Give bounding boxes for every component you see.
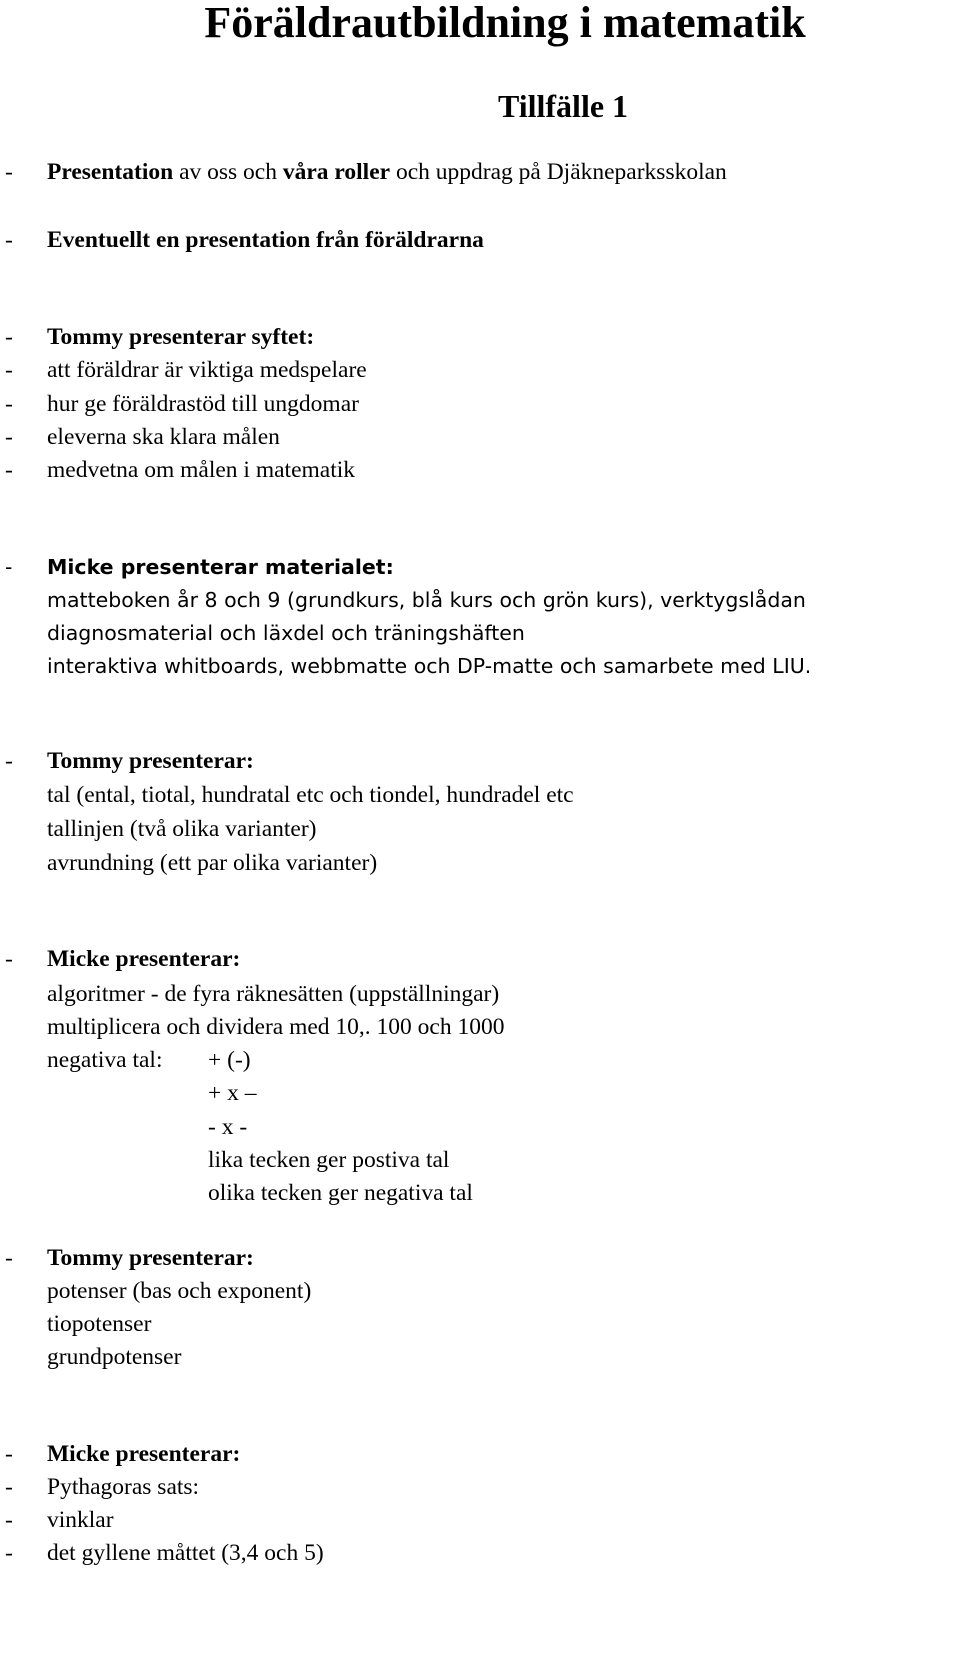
text-segment: av oss och xyxy=(173,159,283,185)
bullet-dash: - xyxy=(5,457,13,483)
document-subtitle: Tillfälle 1 xyxy=(497,88,629,124)
bullet-dash: - xyxy=(5,324,13,350)
bullet-dash: - xyxy=(5,159,13,185)
list-item-text: det gyllene måttet (3,4 och 5) xyxy=(47,1540,324,1566)
bullet-dash: - xyxy=(5,1245,13,1271)
heading-text: Tommy presenterar: xyxy=(47,1245,254,1271)
line-text: potenser (bas och exponent) xyxy=(47,1278,312,1304)
bullet-text: Eventuellt en presentation från föräldrarna xyxy=(47,227,484,253)
bullet-dash: - xyxy=(5,391,13,417)
rule-text: olika tecken ger negativa tal xyxy=(208,1180,473,1206)
bullet-dash: - xyxy=(5,357,13,383)
heading-text: Micke presenterar materialet: xyxy=(47,555,394,579)
list-item-text: hur ge föräldrastöd till ungdomar xyxy=(47,391,359,417)
document-title: Föräldrautbildning i matematik xyxy=(204,0,806,47)
rule-text: + (-) xyxy=(208,1047,251,1073)
bullet-dash: - xyxy=(5,1507,13,1533)
bullet-dash: - xyxy=(5,1474,13,1500)
heading-text: Tommy presenterar syftet: xyxy=(47,324,315,350)
bullet-dash: - xyxy=(5,1540,13,1566)
line-text: tallinjen (två olika varianter) xyxy=(47,816,317,842)
heading-text: Micke presenterar: xyxy=(47,1441,241,1467)
heading-text: Tommy presenterar: xyxy=(47,748,254,774)
list-item-text: vinklar xyxy=(47,1507,114,1533)
line-text: matteboken år 8 och 9 (grundkurs, blå kurs och grön kurs), verktygslådan xyxy=(47,588,806,612)
line-text: algoritmer - de fyra räknesätten (uppställningar) xyxy=(47,981,500,1007)
bold-roles: våra roller xyxy=(282,159,391,185)
line-text: multiplicera och dividera med 10,. 100 och 1000 xyxy=(47,1014,505,1040)
list-item-text: Pythagoras sats: xyxy=(47,1474,200,1500)
list-item-text: att föräldrar är viktiga medspelare xyxy=(47,357,367,383)
text-segment: och uppdrag på Djäkneparksskolan xyxy=(390,159,727,185)
heading-text: Micke presenterar: xyxy=(47,946,241,972)
line-text: diagnosmaterial och läxdel och träningshäften xyxy=(47,621,525,645)
bullet-dash: - xyxy=(5,227,13,253)
rule-text: + x – xyxy=(208,1080,257,1106)
line-text: tiopotenser xyxy=(47,1311,152,1337)
line-text: grundpotenser xyxy=(47,1344,182,1370)
bullet-dash: - xyxy=(5,424,13,450)
bullet-dash: - xyxy=(5,946,13,972)
bullet-dash: - xyxy=(5,1441,13,1467)
bullet-dash: - xyxy=(5,555,13,579)
rule-text: - x - xyxy=(208,1114,248,1140)
list-item-text: eleverna ska klara målen xyxy=(47,424,280,450)
rule-text: lika tecken ger postiva tal xyxy=(208,1147,450,1173)
line-text: tal (ental, tiotal, hundratal etc och tiondel, hundradel etc xyxy=(47,782,574,808)
line-text: interaktiva whitboards, webbmatte och DP-matte och samarbete med LIU. xyxy=(47,654,812,678)
negative-numbers-label: negativa tal: xyxy=(47,1047,163,1073)
bold-presentation: Presentation xyxy=(47,159,174,185)
bullet-text xyxy=(47,157,727,187)
list-item-text: medvetna om målen i matematik xyxy=(47,457,356,483)
line-text: avrundning (ett par olika varianter) xyxy=(47,850,378,876)
bullet-dash: - xyxy=(5,748,13,774)
